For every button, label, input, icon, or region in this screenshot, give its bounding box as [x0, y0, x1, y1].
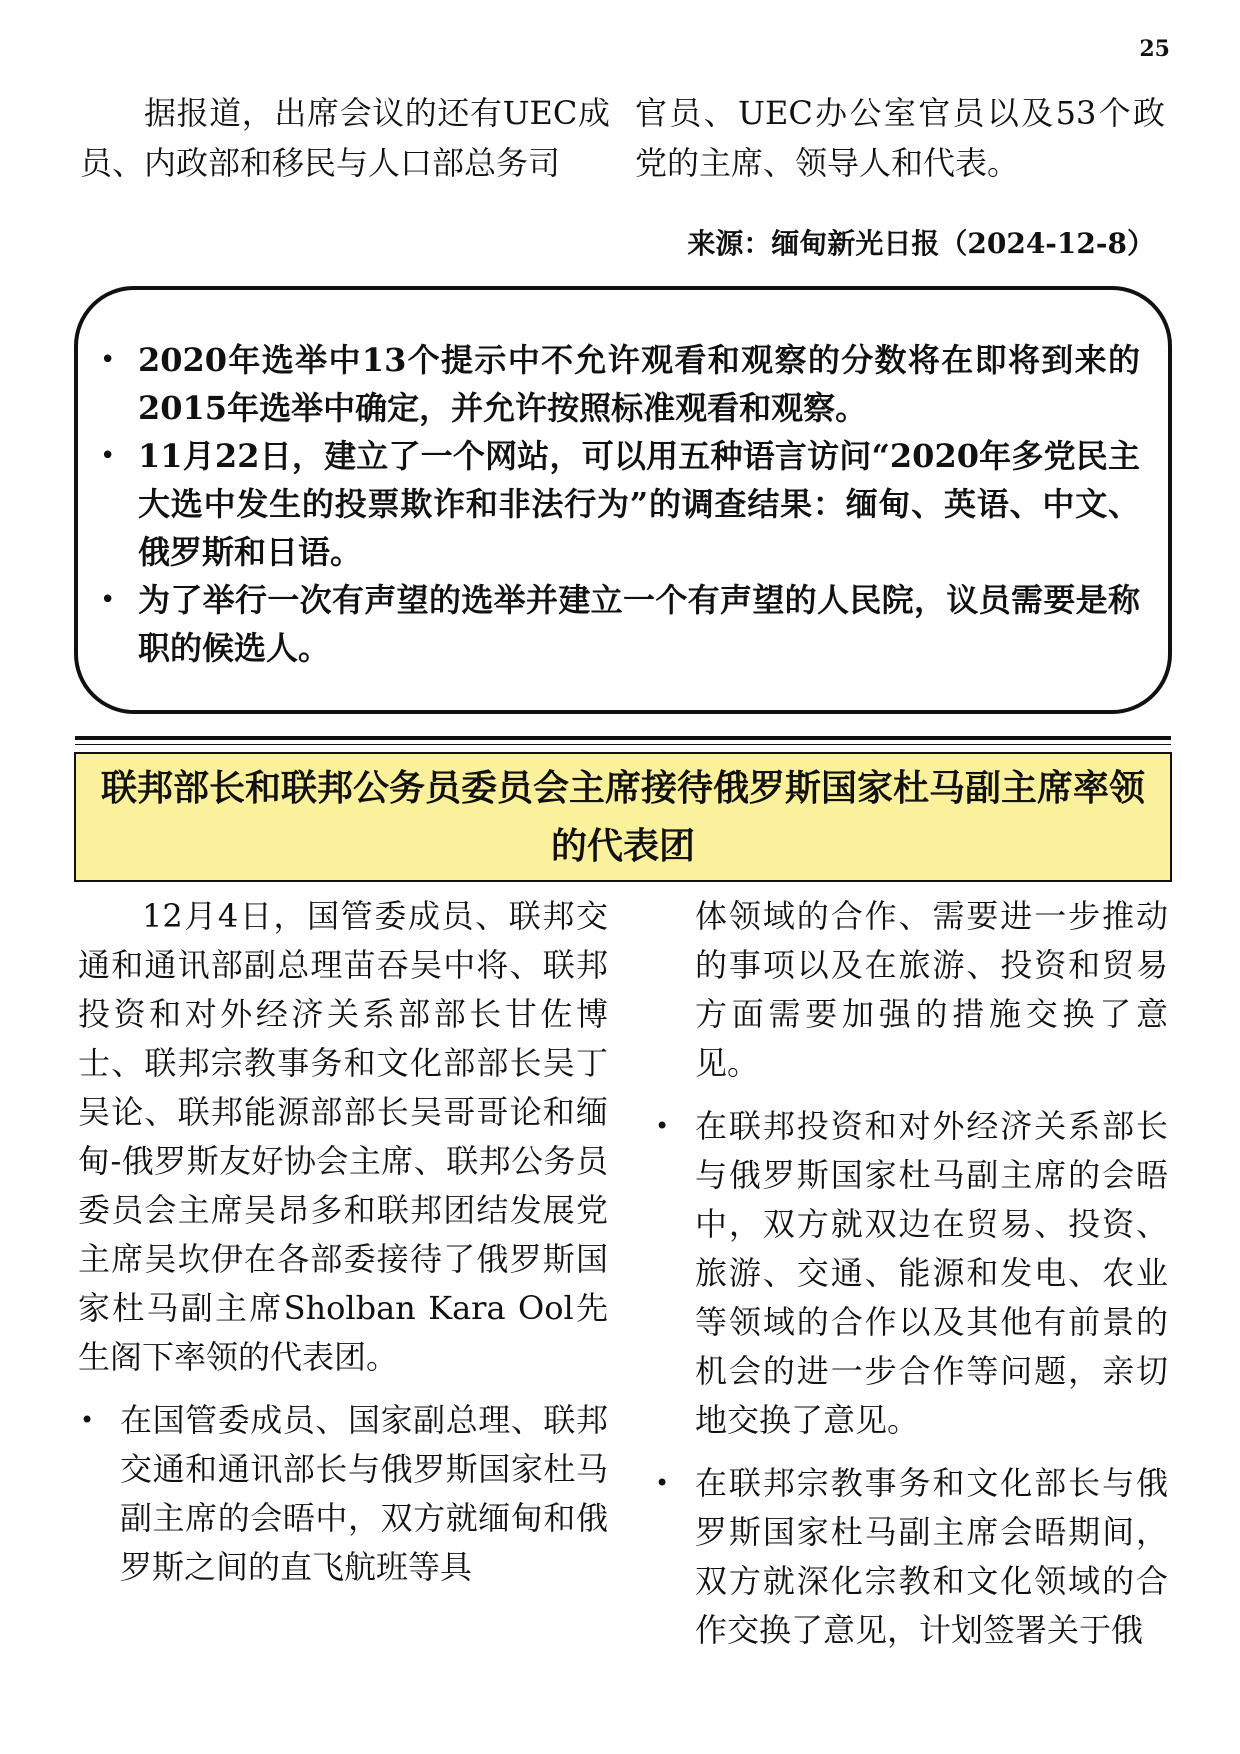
article-continuation: 体领域的合作、需要进一步推动的事项以及在旅游、投资和贸易方面需要加强的措施交换了意见。	[695, 897, 1168, 1082]
article-body	[78, 892, 1168, 1655]
highlights-box	[74, 286, 1172, 714]
intro-left-text: 据报道，出席会议的还有UEC成员、内政部和移民与人口部总务司	[80, 94, 610, 182]
intro-section	[80, 88, 1165, 188]
highlights-list	[138, 336, 1140, 672]
article-left-bullets	[78, 1396, 608, 1592]
article-bullet: • 在联邦投资和对外经济关系部长与俄罗斯国家杜马副主席的会晤中，双方就双边在贸易、投资、旅游、交通、能源和发电、农业等领域的合作以及其他有前景的机会的进一步合作等问题，亲切地交换了意见。	[653, 1102, 1168, 1445]
highlight-item: • 为了举行一次有声望的选举并建立一个有声望的人民院，议员需要是称职的候选人。	[138, 576, 1140, 672]
highlight-item: • 2020年选举中13个提示中不允许观看和观察的分数将在即将到来的2015年选举中确定，并允许按照标准观看和观察。	[138, 336, 1140, 432]
highlight-item: • 11月22日，建立了一个网站，可以用五种语言访问“2020年多党民主大选中发生的投票欺诈和非法行为”的调查结果：缅甸、英语、中文、俄罗斯和日语。	[138, 432, 1140, 576]
article-bullet: • 在联邦宗教事务和文化部长与俄罗斯国家杜马副主席会晤期间，双方就深化宗教和文化领域的合作交换了意见，计划签署关于俄	[653, 1459, 1168, 1655]
article-right-bullets	[653, 1102, 1168, 1655]
article-bullet: • 在国管委成员、国家副总理、联邦交通和通讯部长与俄罗斯国家杜马副主席的会晤中，双方就缅甸和俄罗斯之间的直飞航班等具	[78, 1396, 608, 1592]
article-left-column	[78, 892, 608, 1655]
source-citation: 来源：缅甸新光日报（2024-12-8）	[687, 227, 1155, 260]
article-right-column	[653, 892, 1168, 1655]
article-title-banner	[74, 752, 1172, 882]
section-divider-thin	[75, 744, 1171, 745]
intro-right-text: 官员、UEC办公室官员以及53个政党的主席、领导人和代表。	[635, 94, 1165, 182]
article-title: 联邦部长和联邦公务员委员会主席接待俄罗斯国家杜马副主席率领的代表团	[100, 767, 1145, 867]
article-lead: 12月4日，国管委成员、联邦交通和通讯部副总理苗吞吴中将、联邦投资和对外经济关系部部长甘佐博士、联邦宗教事务和文化部部长吴丁吴论、联邦能源部部长吴哥哥论和缅甸-俄罗斯友好协会主席、联邦公务员委员会主席吴昂多和联邦团结发展党主席吴坎伊在各部委接待了俄罗斯国家杜马副主席Sholban Kara Ool先生阁下率领的代表团。	[78, 897, 608, 1376]
intro-right-column	[635, 88, 1165, 188]
intro-left-column	[80, 88, 610, 188]
page-number: 25	[1139, 36, 1170, 62]
section-divider	[75, 736, 1171, 740]
